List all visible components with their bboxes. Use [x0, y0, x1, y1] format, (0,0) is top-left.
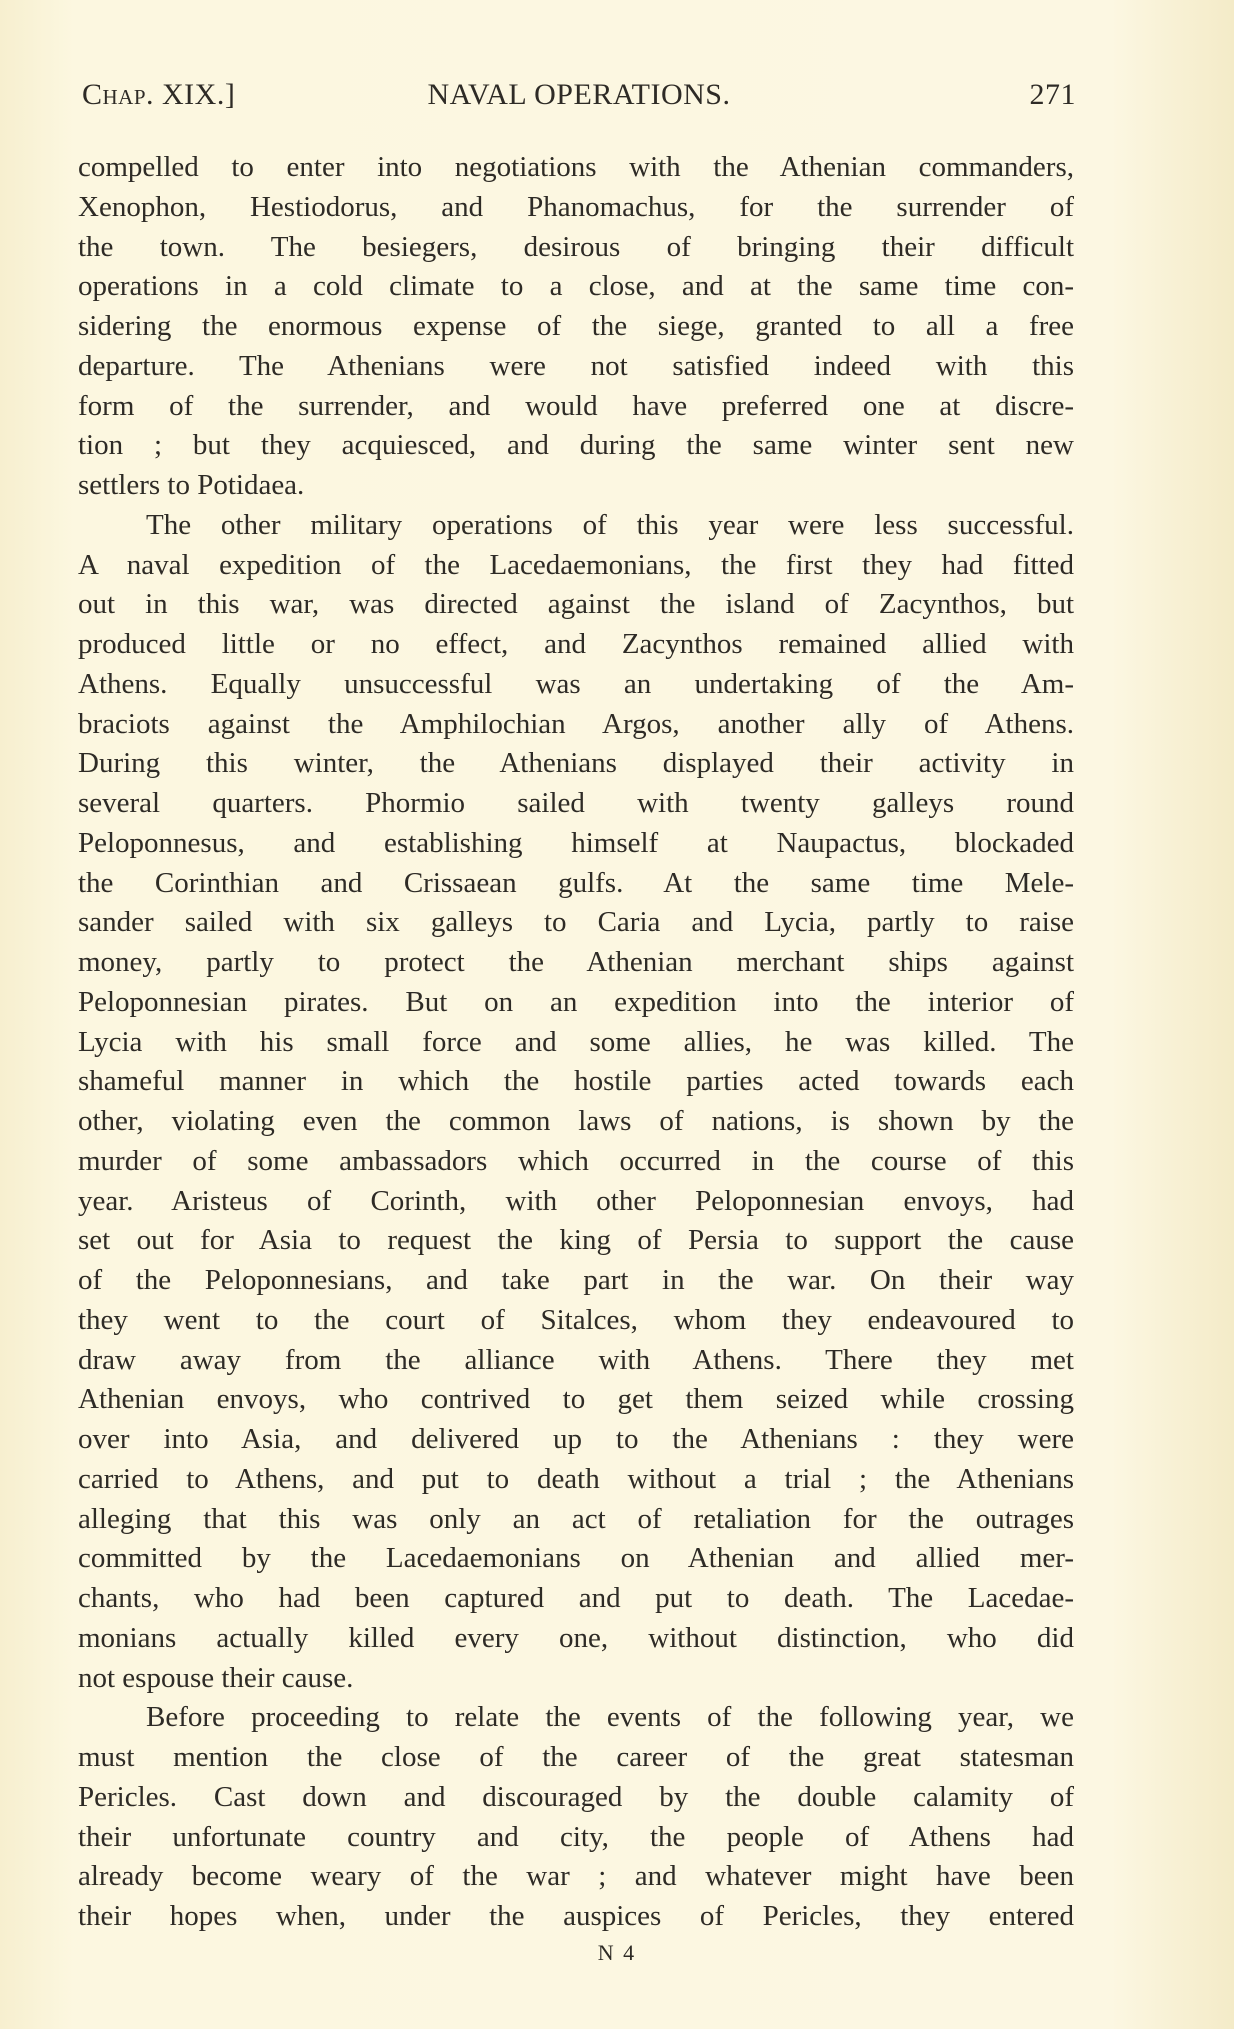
text-line: over into Asia, and delivered up to the Athenians : they were — [78, 1423, 1074, 1455]
text-line: not espouse their cause. — [78, 1661, 354, 1694]
text-line: carried to Athens, and put to death without a trial ; the Athenians — [78, 1462, 1074, 1495]
text-line: Lycia with his small force and some allies, he was killed. The — [78, 1025, 1074, 1058]
text-line: year. Aristeus of Corinth, with other Peloponnesian envoys, had — [78, 1184, 1074, 1217]
body-text — [78, 148, 1074, 1937]
text-line: of the Peloponnesians, and take part in the war. On their way — [78, 1264, 1074, 1296]
text-line: Peloponnesian pirates. But on an expedition into the interior of — [78, 985, 1074, 1018]
text-line: must mention the close of the career of the great statesman — [78, 1741, 1074, 1773]
text-line: shameful manner in which the hostile parties acted towards each — [78, 1065, 1074, 1098]
text-line: the Corinthian and Crissaean gulfs. At the same time Mele- — [78, 866, 1074, 899]
text-line: braciots against the Amphilochian Argos, another ally of Athens. — [78, 707, 1074, 740]
text-line: Athens. Equally unsuccessful was an undertaking of the Am- — [78, 667, 1074, 700]
text-line: chants, who had been captured and put to death. The Lacedae- — [78, 1582, 1074, 1614]
text-line: already become weary of the war ; and whatever might have been — [78, 1860, 1074, 1893]
text-line: money, partly to protect the Athenian merchant ships against — [78, 946, 1074, 978]
text-line: sander sailed with six galleys to Caria and Lycia, partly to raise — [78, 906, 1074, 939]
text-line: During this winter, the Athenians displayed their activity in — [78, 747, 1074, 780]
text-line: Pericles. Cast down and discouraged by the double calamity of — [78, 1780, 1074, 1813]
text-line: the town. The besiegers, desirous of bringing their difficult — [78, 230, 1074, 263]
text-line: Xenophon, Hestiodorus, and Phanomachus, for the surrender of — [78, 190, 1074, 223]
running-title: NAVAL OPERATIONS. — [427, 78, 731, 111]
text-line: form of the surrender, and would have preferred one at discre- — [78, 389, 1074, 422]
text-line: Athenian envoys, who contrived to get them seized while crossing — [78, 1383, 1074, 1416]
text-line: A naval expedition of the Lacedaemonians, the first they had fitted — [78, 548, 1074, 581]
text-line: they went to the court of Sitalces, whom they endeavoured to — [78, 1303, 1074, 1336]
text-line: settlers to Potidaea. — [78, 469, 305, 501]
paragraph — [78, 148, 1074, 506]
text-line: produced little or no effect, and Zacynthos remained allied with — [78, 628, 1074, 660]
text-line: compelled to enter into negotiations with the Athenian commanders, — [78, 151, 1074, 183]
text-line: their unfortunate country and city, the people of Athens had — [78, 1820, 1074, 1853]
paragraph — [78, 506, 1074, 1699]
text-line: monians actually killed every one, without distinction, who did — [78, 1621, 1074, 1654]
text-line: Before proceeding to relate the events of the following year, we — [146, 1701, 1074, 1734]
text-line: other, violating even the common laws of nations, is shown by the — [78, 1105, 1074, 1137]
paragraph — [78, 1698, 1074, 1937]
page-number: 271 — [1029, 78, 1076, 111]
text-line: draw away from the alliance with Athens. There they met — [78, 1343, 1074, 1376]
signature-mark: N 4 — [597, 1940, 637, 1965]
text-line: committed by the Lacedaemonians on Athenian and allied mer- — [78, 1542, 1074, 1575]
text-line: tion ; but they acquiesced, and during the same winter sent new — [78, 429, 1074, 462]
chapter-label: Chap. XIX.] — [82, 78, 236, 111]
text-line: departure. The Athenians were not satisfied indeed with this — [78, 349, 1074, 382]
text-line: operations in a cold climate to a close, and at the same time con- — [78, 270, 1074, 303]
text-line: sidering the enormous expense of the siege, granted to all a free — [78, 310, 1074, 342]
text-line: Peloponnesus, and establishing himself at Naupactus, blockaded — [78, 826, 1074, 859]
text-line: alleging that this was only an act of retaliation for the outrages — [78, 1502, 1074, 1535]
text-line: The other military operations of this year were less successful. — [146, 508, 1074, 541]
text-line: out in this war, was directed against the island of Zacynthos, but — [78, 588, 1074, 621]
text-line: their hopes when, under the auspices of Pericles, they entered — [78, 1900, 1074, 1932]
text-line: set out for Asia to request the king of Persia to support the cause — [78, 1224, 1074, 1257]
text-line: several quarters. Phormio sailed with twenty galleys round — [78, 787, 1074, 819]
running-header — [82, 78, 1076, 122]
text-line: murder of some ambassadors which occurred in the course of this — [78, 1144, 1074, 1177]
